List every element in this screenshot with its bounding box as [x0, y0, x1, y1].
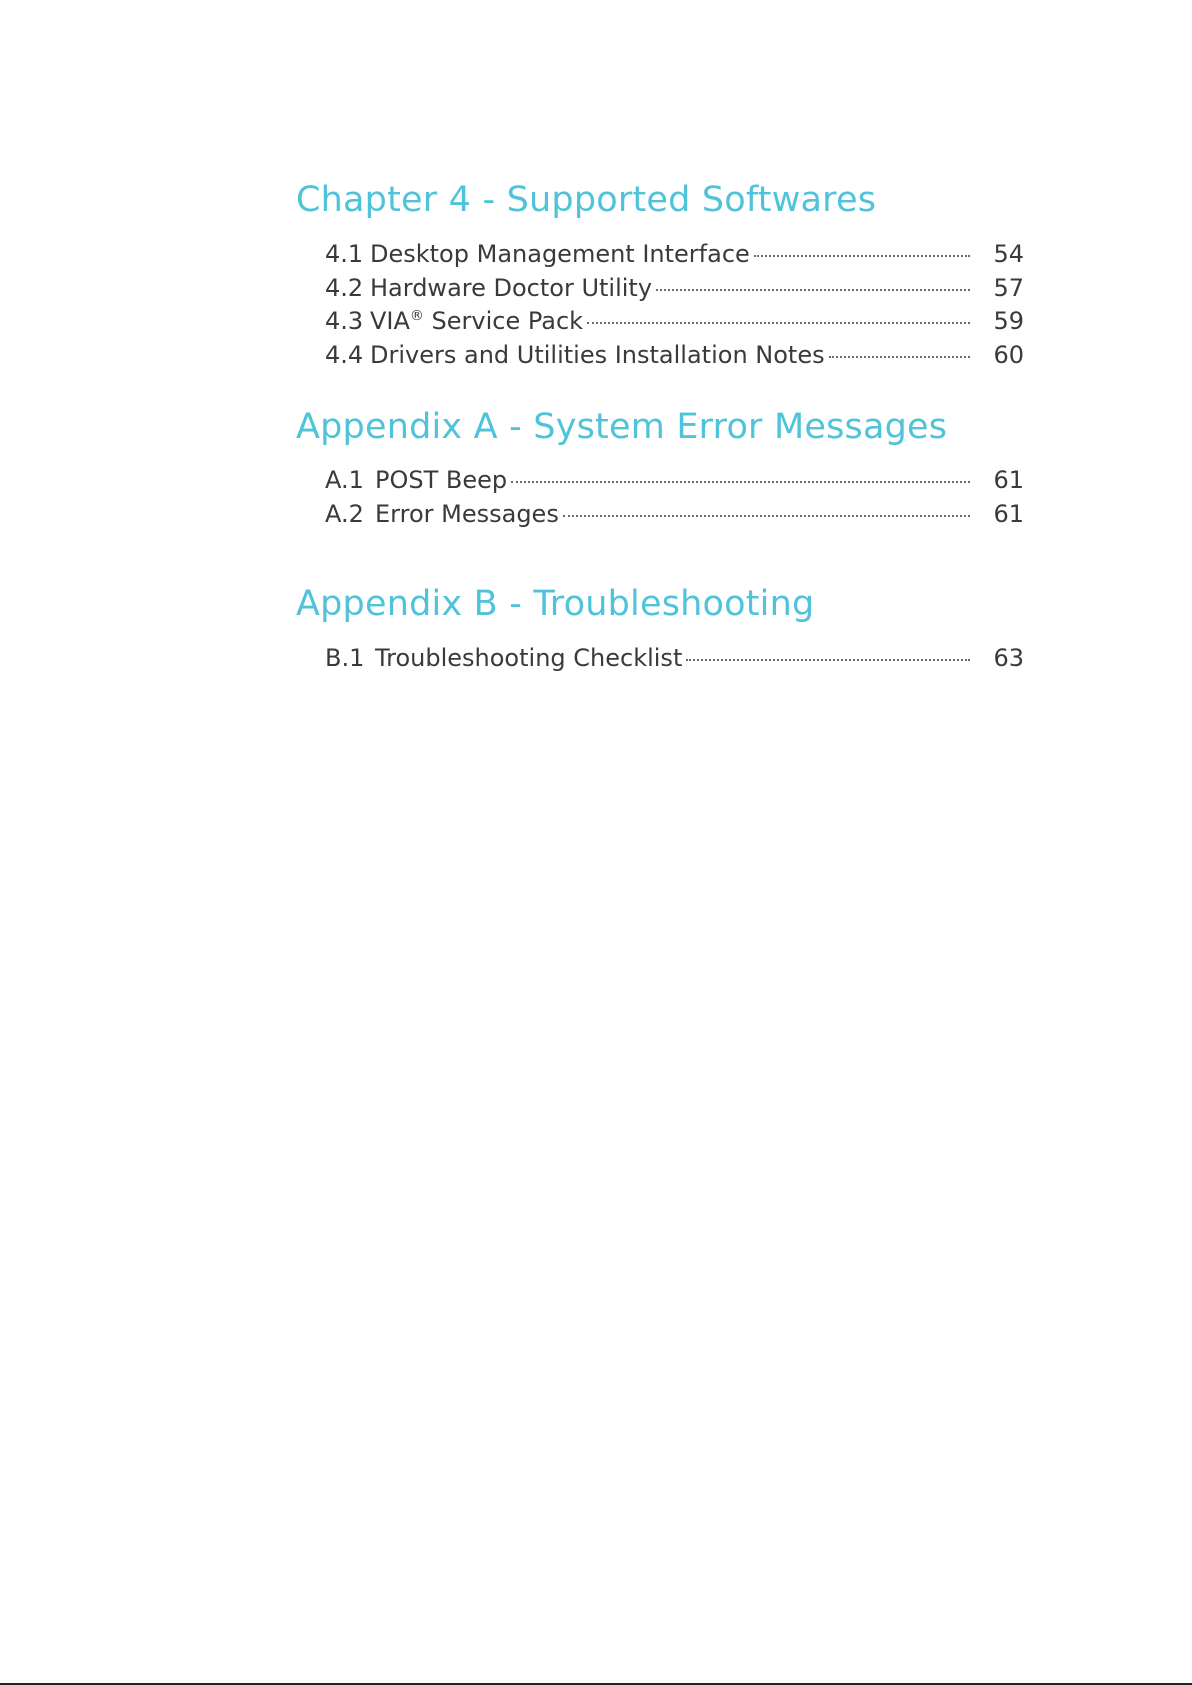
toc-entry-page: 57	[993, 273, 1024, 302]
toc-entry[interactable]	[325, 305, 1024, 339]
toc-entry-title	[370, 305, 583, 339]
toc-list	[325, 642, 1024, 676]
toc-section-chapter-4	[296, 180, 1024, 369]
toc-entry-page: 59	[993, 307, 1024, 335]
dot-leader	[686, 659, 970, 661]
toc-entry-number: 4.4	[325, 340, 364, 369]
toc-list	[325, 238, 1024, 372]
dot-leader	[563, 515, 970, 517]
toc-entry-title: Hardware Doctor Utility	[370, 273, 653, 302]
toc-entry[interactable]	[325, 642, 1024, 676]
toc-entry-title: Error Messages	[375, 499, 559, 528]
toc-entry-number: 4.1	[325, 240, 364, 268]
chapter-heading: Appendix B - Troubleshooting	[296, 584, 815, 624]
toc-entry[interactable]	[325, 272, 1024, 306]
chapter-heading: Appendix A - System Error Messages	[296, 407, 948, 447]
toc-entry-title: POST Beep	[375, 466, 508, 494]
toc-entry-number: A.2	[325, 499, 364, 528]
toc-entry-title: Desktop Management Interface	[370, 240, 750, 268]
dot-leader	[656, 289, 970, 291]
toc-list	[325, 464, 1024, 531]
toc-entry-title: Drivers and Utilities Installation Notes	[370, 340, 825, 369]
toc-entry-number: 4.2	[325, 273, 364, 302]
toc-entry-page: 60	[993, 340, 1024, 369]
toc-entry-page: 61	[993, 499, 1024, 528]
toc-entry-number: A.1	[325, 466, 364, 494]
chapter-heading: Chapter 4 - Supported Softwares	[296, 180, 877, 220]
toc-entry-title: Troubleshooting Checklist	[375, 644, 683, 672]
toc-entry[interactable]	[325, 238, 1024, 272]
dot-leader	[829, 356, 970, 358]
toc-entry[interactable]	[325, 339, 1024, 373]
toc-section-appendix-a	[296, 407, 1024, 528]
dot-leader	[754, 255, 970, 257]
toc-entry-title-rest: Service Pack	[423, 307, 584, 335]
toc-entry-title-main: VIA	[370, 307, 410, 335]
registered-mark: ®	[409, 308, 424, 324]
toc-entry-page: 61	[993, 466, 1024, 494]
toc-entry-number: 4.3	[325, 307, 364, 335]
toc-entry[interactable]	[325, 464, 1024, 498]
toc-entry-page: 63	[993, 644, 1024, 672]
toc-entry-page: 54	[993, 240, 1024, 268]
dot-leader	[587, 322, 970, 324]
toc-section-appendix-b	[296, 584, 1024, 672]
toc-entry-number: B.1	[325, 644, 365, 672]
toc-entry[interactable]	[325, 498, 1024, 532]
dot-leader	[511, 481, 970, 483]
